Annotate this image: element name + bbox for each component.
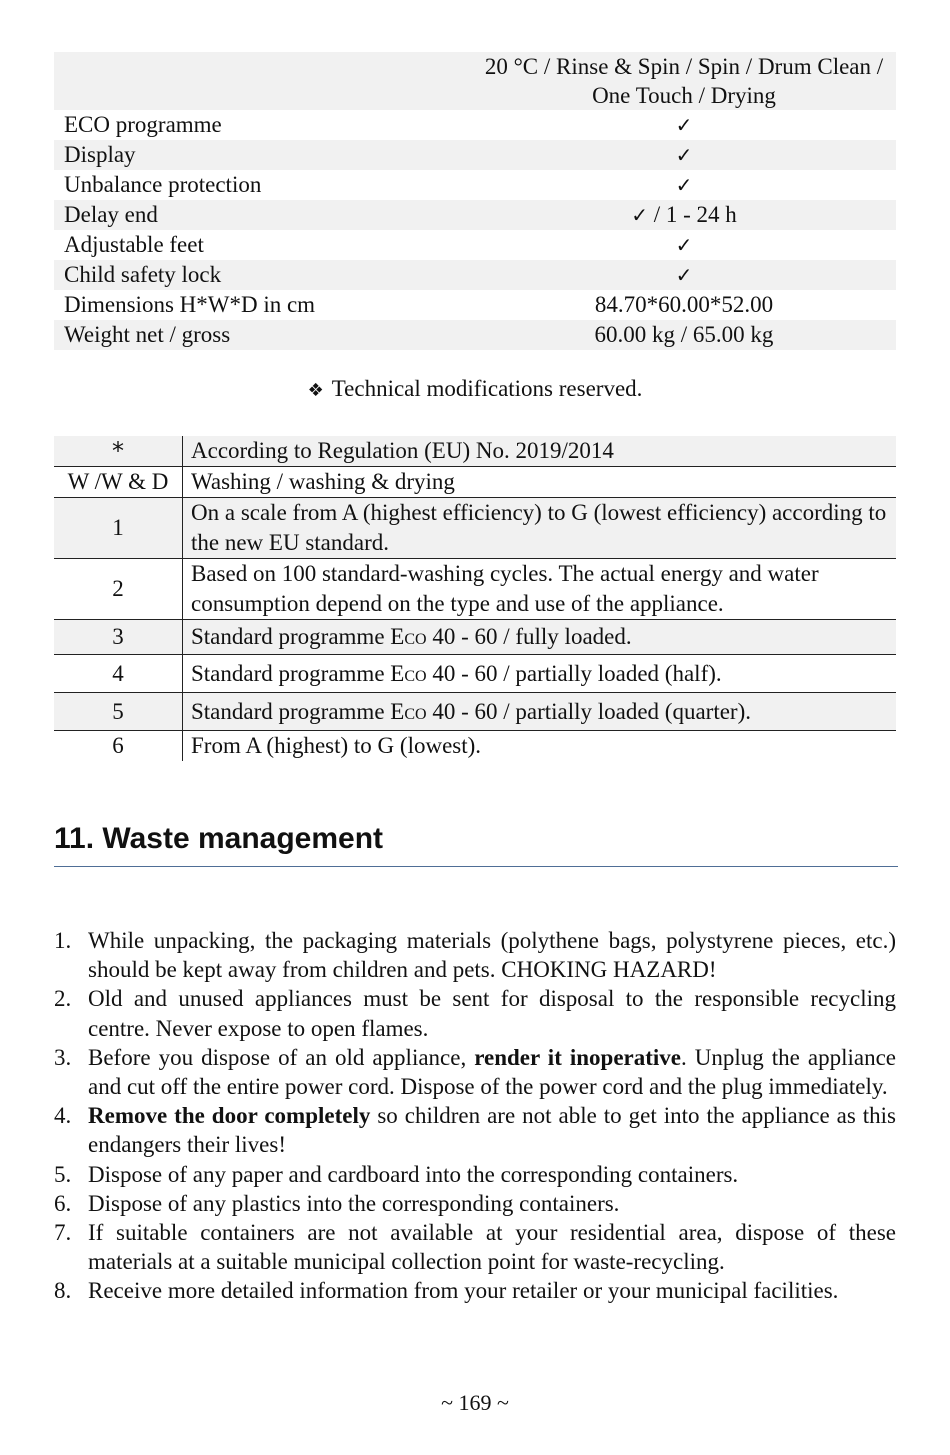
list-item-number: 7. <box>54 1220 72 1246</box>
spec-value-text: 60.00 kg / 65.00 kg <box>594 322 774 347</box>
spec-label: Dimensions H*W*D in cm <box>64 292 316 317</box>
checkmark-icon: ✓ <box>675 233 693 257</box>
footnote-key: 2 <box>54 559 183 620</box>
spec-row <box>54 230 896 260</box>
list-item-number: 5. <box>54 1161 72 1187</box>
checkmark-icon: ✓ <box>631 203 648 227</box>
spec-value <box>472 230 896 260</box>
list-item-emphasis: Remove the door completely <box>88 1103 371 1129</box>
spec-value <box>472 290 896 320</box>
page-number: ~ 169 ~ <box>441 1390 509 1415</box>
list-item <box>54 1276 896 1305</box>
list-item-number: 8. <box>54 1278 72 1304</box>
list-item <box>54 1160 896 1189</box>
spec-table <box>54 52 896 350</box>
footnote-row <box>54 498 896 559</box>
list-item-number: 6. <box>54 1190 72 1216</box>
footnote-text <box>183 620 897 655</box>
footnote-text-part: 40 - 60 / partially loaded (quarter). <box>426 698 751 724</box>
footnote-text: From A (highest) to G (lowest). <box>191 733 482 758</box>
list-item-emphasis: render it inoperative <box>474 1044 682 1070</box>
diamond-bullet-icon: ❖ <box>307 380 324 401</box>
list-item-number: 4. <box>54 1103 72 1129</box>
list-item-text: While unpacking, the packaging materials (polythene bags, polystyrene pieces, etc.) should be kept away from children and pets. CHOKING HAZARD! <box>88 928 896 983</box>
spec-row <box>54 290 896 320</box>
section-heading: 11. Waste management <box>54 822 384 855</box>
spec-header-row <box>54 52 896 110</box>
footnote-key: W /W & D <box>54 467 183 498</box>
checkmark-icon: ✓ <box>675 263 693 287</box>
eco-label: Eco <box>390 698 427 724</box>
footnote-text: Based on 100 standard-washing cycles. The actual energy and water consumption depend on the type and use of the appliance. <box>183 559 897 620</box>
spec-value-text: 84.70*60.00*52.00 <box>594 292 774 317</box>
footnote-text-part: Standard programme <box>191 624 391 649</box>
spec-header-value: 20 °C / Rinse & Spin / Spin / Drum Clean / One Touch / Drying <box>472 52 896 110</box>
footnote-text-part: Standard programme <box>191 698 391 724</box>
footnote-text-part: Standard programme <box>191 660 391 686</box>
spec-row <box>54 320 896 350</box>
spec-row <box>54 170 896 200</box>
footnote-text <box>183 655 897 693</box>
spec-row <box>54 110 896 140</box>
spec-row <box>54 200 896 230</box>
footnote-text: According to Regulation (EU) No. 2019/2014 <box>183 436 897 467</box>
footnote-row <box>54 731 896 762</box>
list-item-text: Before you dispose of an old appliance, <box>88 1044 475 1070</box>
spec-label: Delay end <box>54 200 472 230</box>
spec-header-label <box>54 52 472 110</box>
spec-value <box>472 320 896 350</box>
checkmark-icon: ✓ <box>675 173 693 197</box>
footnote-key: * <box>54 436 183 467</box>
spec-label: Adjustable feet <box>64 232 204 257</box>
list-item-number: 2. <box>54 986 72 1012</box>
list-item-text: Old and unused appliances must be sent for disposal to the responsible recycling centre. Never expose to open flames. <box>88 986 896 1041</box>
spec-label: Child safety lock <box>54 260 472 290</box>
list-item-text: If suitable containers are not available at your residential area, dispose of these materials at a suitable municipal collection point for waste-recycling. <box>88 1220 896 1275</box>
footnote-text-part: 40 - 60 / fully loaded. <box>426 624 632 649</box>
footnote-row <box>54 655 896 693</box>
list-item <box>54 1101 896 1159</box>
waste-management-list <box>54 926 896 1306</box>
footnote-row <box>54 559 896 620</box>
spec-value <box>472 260 896 290</box>
list-item <box>54 1218 896 1276</box>
footnote-text: On a scale from A (highest efficiency) to G (lowest efficiency) according to the new EU standard. <box>183 498 897 559</box>
spec-label: Display <box>54 140 472 170</box>
list-item-text: so children are not able to get into the appliance as this endangers their lives! <box>88 1103 897 1158</box>
list-item-number: 1. <box>54 928 72 953</box>
technical-note-text: Technical modifications reserved. <box>331 376 643 401</box>
list-item-text: Dispose of any plastics into the corresponding containers. <box>88 1190 620 1216</box>
list-item-text: . Unplug the appliance and cut off the entire power cord. Dispose of the power cord and the plug immediately. <box>88 1044 896 1100</box>
spec-row <box>54 260 896 290</box>
list-item-text: Dispose of any paper and cardboard into the corresponding containers. <box>88 1161 739 1187</box>
footnote-key: 1 <box>54 498 183 559</box>
footnote-key: 5 <box>54 693 183 731</box>
footnote-text-part: 40 - 60 / partially loaded (half). <box>426 660 722 686</box>
spec-value <box>472 170 896 200</box>
eco-label: Eco <box>390 660 427 686</box>
footnote-key: 6 <box>54 731 183 762</box>
spec-label: ECO programme <box>64 112 222 137</box>
technical-note <box>0 376 950 402</box>
footnote-text <box>183 693 897 731</box>
list-item-text: Receive more detailed information from your retailer or your municipal facilities. <box>88 1278 839 1304</box>
eco-label: Eco <box>390 624 427 649</box>
spec-value <box>472 140 896 170</box>
list-item <box>54 1043 896 1101</box>
footnote-row <box>54 467 896 498</box>
footnote-key: 3 <box>54 620 183 655</box>
footnote-text: Washing / washing & drying <box>183 467 897 498</box>
spec-value <box>472 110 896 140</box>
list-item <box>54 1189 896 1218</box>
checkmark-icon: ✓ <box>675 113 693 137</box>
spec-value-text: / 1 - 24 h <box>647 202 737 227</box>
spec-label: Unbalance protection <box>64 172 262 197</box>
list-item <box>54 984 896 1042</box>
spec-row <box>54 140 896 170</box>
footnotes-table <box>54 436 896 761</box>
spec-value <box>472 200 896 230</box>
list-item <box>54 926 896 984</box>
spec-label: Weight net / gross <box>54 320 472 350</box>
footnote-key: 4 <box>54 655 183 693</box>
footnote-row <box>54 693 896 731</box>
section-divider <box>54 866 898 867</box>
footnote-row <box>54 620 896 655</box>
footnote-row <box>54 436 896 467</box>
checkmark-icon: ✓ <box>675 143 693 167</box>
list-item-number: 3. <box>54 1044 72 1070</box>
